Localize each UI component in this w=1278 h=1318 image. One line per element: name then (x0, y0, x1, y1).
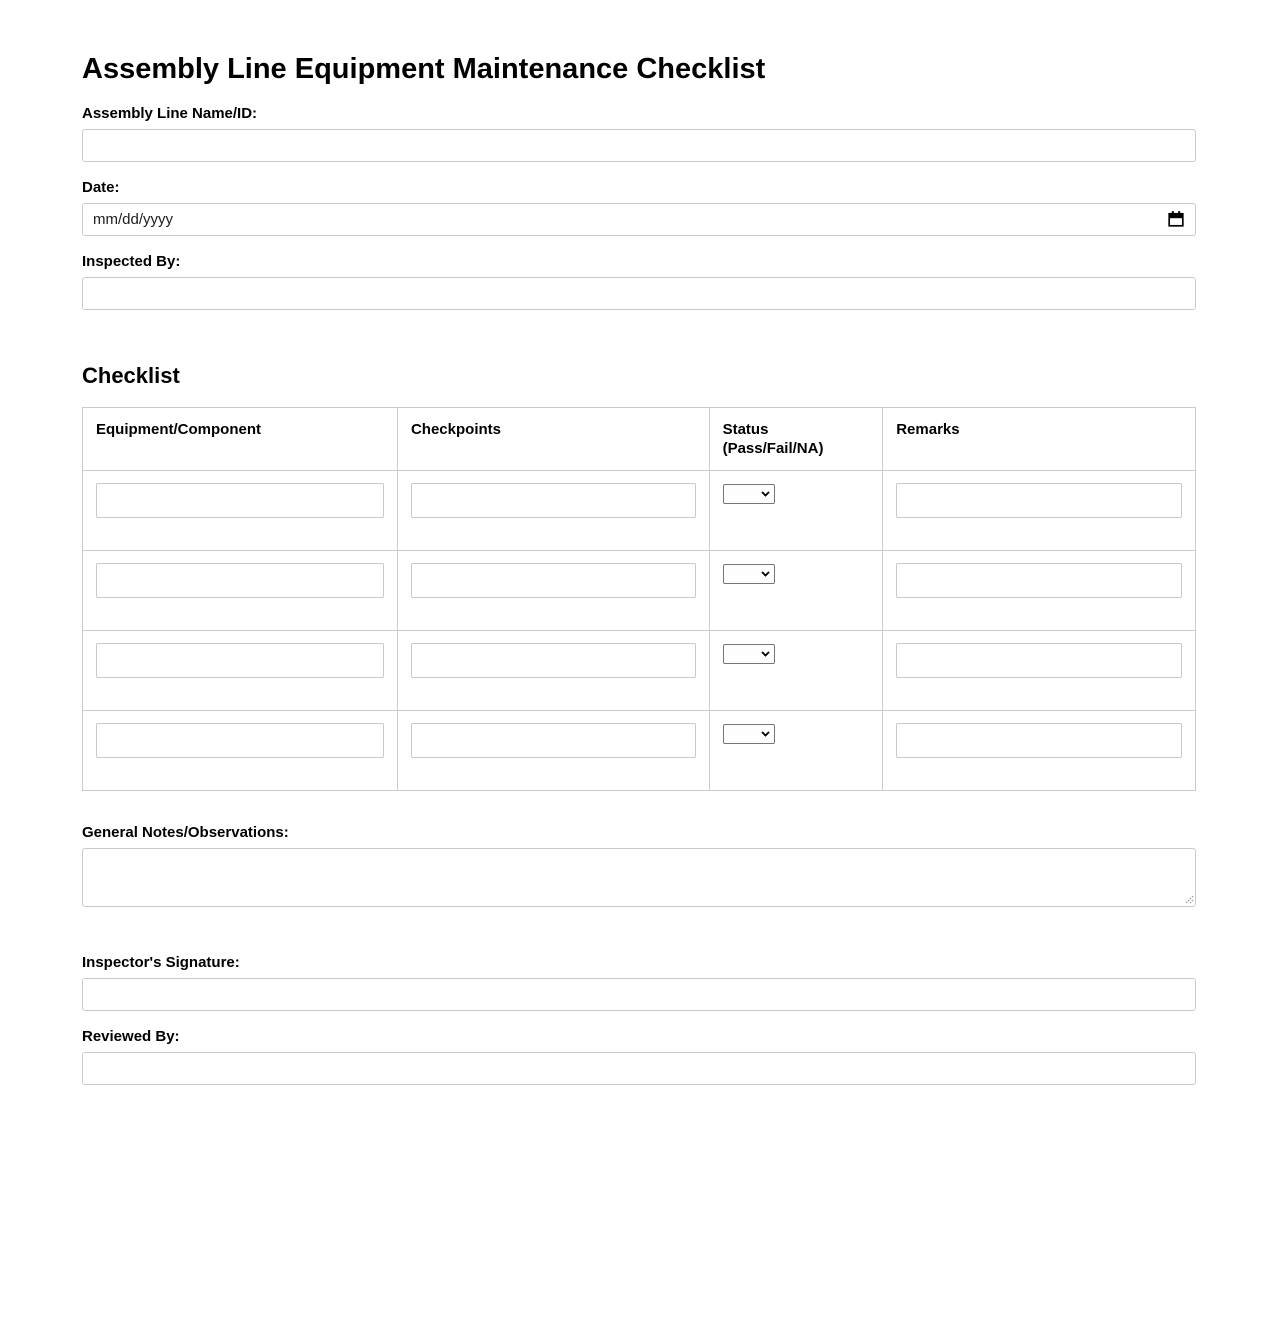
remarks-input[interactable] (896, 563, 1182, 598)
checkpoints-input[interactable] (411, 563, 696, 598)
remarks-input[interactable] (896, 643, 1182, 678)
col-header-checkpoints-label: Checkpoints (410, 421, 501, 439)
status-select[interactable] (723, 564, 775, 584)
inspected-by-label: Inspected By: (82, 252, 181, 270)
remarks-cell (883, 631, 1196, 711)
equipment-input[interactable] (96, 563, 384, 598)
checklist-row-2 (83, 551, 1196, 631)
date-label: Date: (82, 178, 120, 196)
checklist-header-row (83, 408, 1196, 471)
checklist-heading: Checklist (82, 362, 180, 388)
checkpoints-input[interactable] (411, 723, 696, 758)
remarks-cell (883, 711, 1196, 791)
notes-group (82, 824, 1196, 907)
checkpoints-cell (397, 551, 709, 631)
resize-handle-icon[interactable] (1184, 894, 1194, 904)
signature-label: Inspector's Signature: (82, 954, 240, 972)
status-cell (709, 711, 883, 791)
equipment-cell (83, 551, 398, 631)
equipment-input[interactable] (96, 643, 384, 678)
col-header-remarks (883, 408, 1196, 471)
status-cell (709, 631, 883, 711)
checkpoints-cell (397, 711, 709, 791)
status-cell (709, 551, 883, 631)
checklist-row-1 (83, 471, 1196, 551)
checkpoints-cell (397, 631, 709, 711)
checkpoints-input[interactable] (411, 643, 696, 678)
notes-label: General Notes/Observations: (82, 824, 289, 842)
status-select-wrap (723, 564, 775, 584)
line-name-group (82, 105, 1196, 162)
col-header-status (709, 408, 883, 471)
equipment-cell (83, 631, 398, 711)
checkpoints-input[interactable] (411, 483, 696, 518)
remarks-cell (883, 551, 1196, 631)
status-select-wrap (723, 484, 775, 504)
inspected-by-input[interactable] (82, 277, 1196, 310)
status-select[interactable] (723, 644, 775, 664)
col-header-equipment-label: Equipment/Component (96, 421, 261, 439)
col-header-status-label: Status (722, 421, 769, 439)
reviewed-by-label: Reviewed By: (82, 1028, 180, 1046)
status-select-wrap (723, 644, 775, 664)
date-input-wrap (82, 203, 1196, 236)
status-cell (709, 471, 883, 551)
equipment-cell (83, 471, 398, 551)
inspected-by-group (82, 253, 1196, 310)
status-select[interactable] (723, 484, 775, 504)
line-name-input[interactable] (82, 129, 1196, 162)
checkpoints-cell (397, 471, 709, 551)
equipment-cell (83, 711, 398, 791)
equipment-input[interactable] (96, 483, 384, 518)
signature-group (82, 954, 1196, 1011)
calendar-icon[interactable] (1167, 210, 1185, 228)
checklist-table (82, 407, 1196, 791)
col-header-status-sublabel: (Pass/Fail/NA) (722, 440, 824, 458)
col-header-checkpoints (397, 408, 709, 471)
page-title: Assembly Line Equipment Maintenance Checklist (82, 53, 766, 85)
date-group (82, 179, 1196, 236)
date-input[interactable] (82, 203, 1196, 236)
notes-textarea-wrap (82, 848, 1196, 907)
remarks-input[interactable] (896, 723, 1182, 758)
reviewed-by-group (82, 1028, 1196, 1085)
signature-input[interactable] (82, 978, 1196, 1011)
col-header-equipment (83, 408, 398, 471)
status-select[interactable] (723, 724, 775, 744)
line-name-label: Assembly Line Name/ID: (82, 104, 258, 122)
remarks-cell (883, 471, 1196, 551)
reviewed-by-input[interactable] (82, 1052, 1196, 1085)
equipment-input[interactable] (96, 723, 384, 758)
notes-textarea[interactable] (82, 848, 1196, 907)
col-header-remarks-label: Remarks (896, 421, 960, 439)
remarks-input[interactable] (896, 483, 1182, 518)
checklist-row-4 (83, 711, 1196, 791)
status-select-wrap (723, 724, 775, 744)
maintenance-checklist-page (82, 54, 1196, 1085)
checklist-row-3 (83, 631, 1196, 711)
